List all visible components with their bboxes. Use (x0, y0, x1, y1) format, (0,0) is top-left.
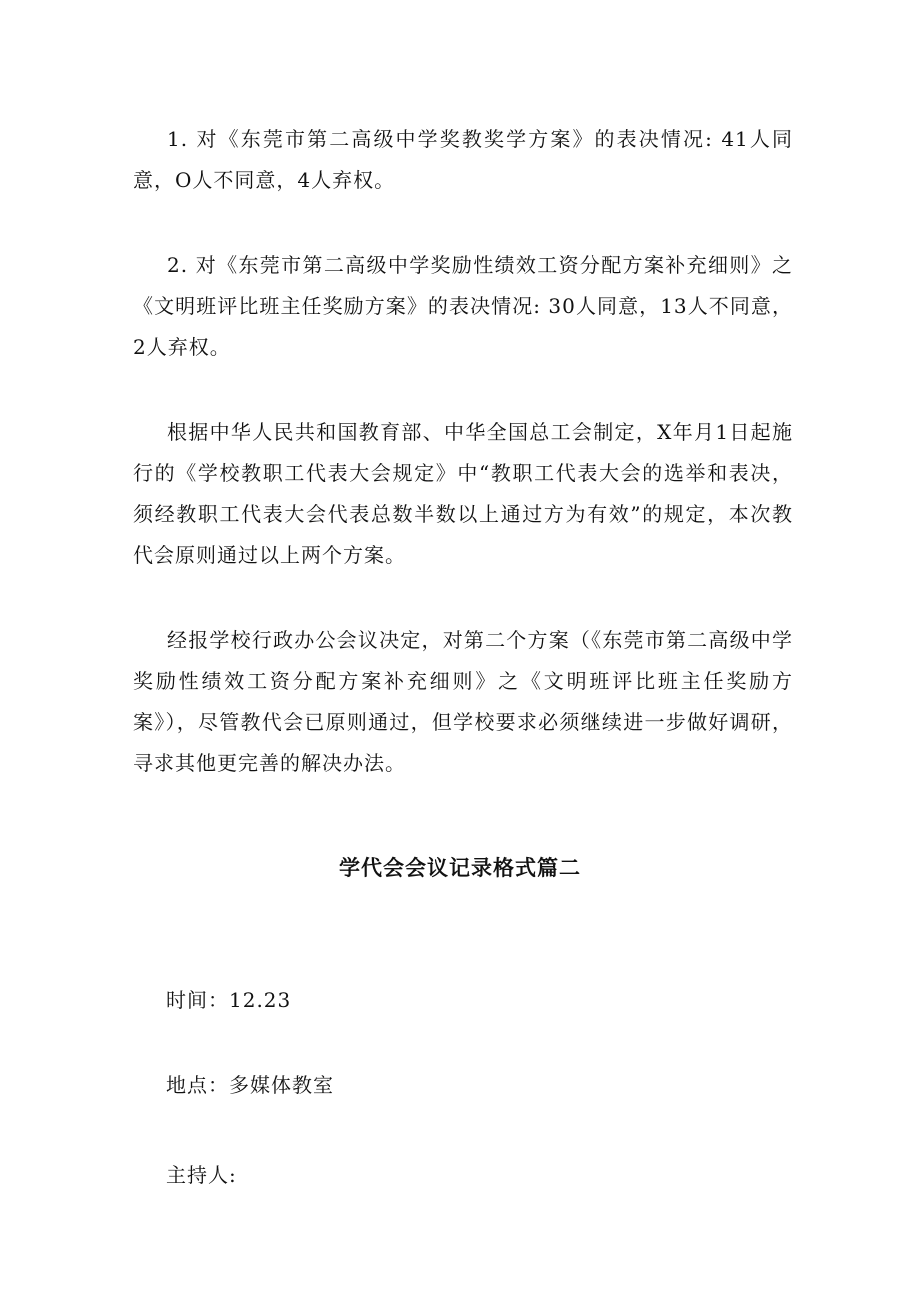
paragraph-school-decision: 经报学校行政办公会议决定，对第二个方案（《东莞市第二高级中学奖励性绩效工资分配方案补充细则》之《文明班评比班主任奖励方案》），尽管教代会已原则通过，但学校要求必须继续进一步做好调研，寻求其他更完善的解决办法。 (133, 628, 793, 775)
meeting-place-field: 地点：多媒体教室 (166, 1073, 334, 1097)
paragraph-vote-result-2: 2. 对《东莞市第二高级中学奖励性绩效工资分配方案补充细则》之《文明班评比班主任奖励方案》的表决情况: 30人同意，13人不同意，2人弃权。 (133, 253, 793, 359)
section-title: 学代会会议记录格式篇二 (339, 855, 581, 880)
paragraph-vote-result-1: 1. 对《东莞市第二高级中学奖教奖学方案》的表决情况: 41人同意，O人不同意，4人弃权。 (133, 127, 793, 192)
paragraph-regulation-basis: 根据中华人民共和国教育部、中华全国总工会制定，X年月1日起施行的《学校教职工代表大会规定》中“教职工代表大会的选举和表决，须经教职工代表大会代表总数半数以上通过方为有效”的规定，本次教代会原则通过以上两个方案。 (133, 420, 793, 567)
meeting-host-field: 主持人: (166, 1163, 237, 1187)
meeting-time-field: 时间：12.23 (166, 988, 292, 1012)
